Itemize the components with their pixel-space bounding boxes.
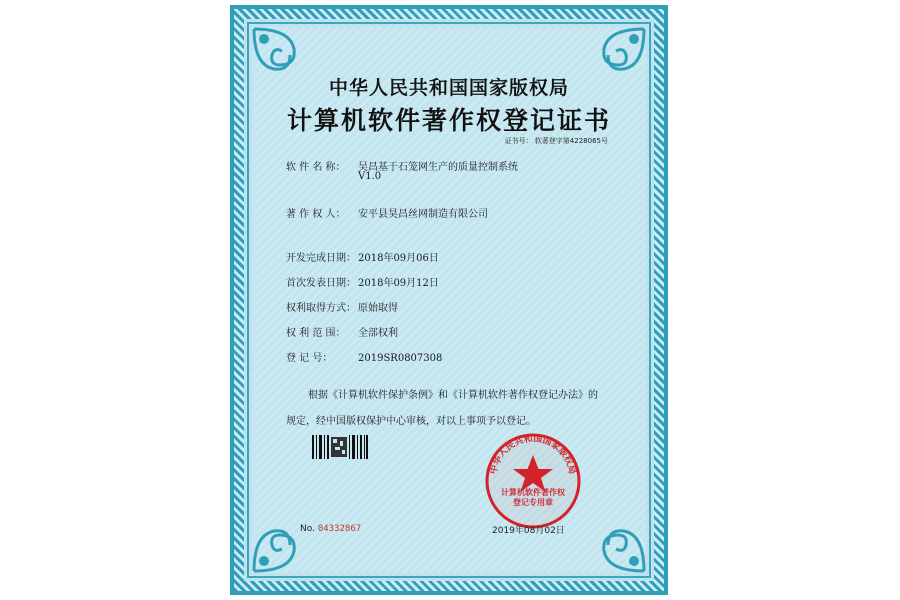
owner-value: 安平县昊昌丝网制造有限公司	[358, 209, 488, 220]
scope-label: 权 利 范 围：	[286, 328, 346, 339]
registration-label: 登 记 号：	[286, 353, 333, 364]
dev-date-label: 开发完成日期：	[286, 253, 356, 264]
certificate	[230, 5, 668, 595]
software-name-value: 吴昌基于石笼网生产的质量控制系统	[358, 162, 518, 173]
corner-ornament-icon	[578, 505, 648, 575]
pub-date-label: 首次发表日期：	[286, 278, 356, 289]
software-name-row	[286, 158, 518, 173]
cert-no-label: 证书号：	[504, 137, 533, 145]
software-version: V1.0	[358, 171, 382, 182]
serial-label: No.	[300, 524, 315, 534]
serial-value: 04332867	[317, 524, 362, 534]
dev-date-value: 2018年09月06日	[358, 253, 439, 264]
cert-no-value: 软著登字第4228065号	[534, 137, 608, 145]
software-name-label: 软 件 名 称：	[286, 162, 346, 173]
statement-line-1: 根据《计算机软件保护条例》和《计算机软件著作权登记办法》的	[308, 390, 598, 401]
dev-date-row	[286, 249, 439, 264]
seal-line-2: 登记专用章	[513, 498, 553, 507]
certificate-number	[505, 136, 608, 146]
statement-line-2: 规定，经中国版权保护中心审核，对以上事项予以登记。	[286, 416, 536, 427]
acquire-value: 原始取得	[358, 303, 398, 314]
seal-ring-text: 中华人民共和国国家版权局	[489, 434, 577, 476]
pub-date-value: 2018年09月12日	[358, 278, 439, 289]
owner-label: 著 作 权 人：	[286, 209, 346, 220]
corner-ornament-icon	[250, 505, 320, 575]
registration-row	[286, 349, 442, 364]
pub-date-row	[286, 274, 439, 289]
certificate-title: 计算机软件著作权登记证书	[286, 106, 611, 135]
official-seal	[483, 431, 583, 531]
serial-number	[300, 524, 361, 534]
acquire-row	[286, 299, 398, 314]
barcode-icon	[312, 435, 368, 459]
scope-value: 全部权利	[358, 328, 398, 339]
seal-ring	[483, 431, 583, 531]
issue-date: 2019年08月02日	[492, 526, 565, 536]
scope-row	[286, 324, 398, 339]
issuer-heading: 中华人民共和国国家版权局	[328, 77, 569, 99]
owner-row	[286, 205, 488, 220]
registration-value: 2019SR0807308	[358, 353, 443, 364]
acquire-label: 权利取得方式：	[286, 303, 356, 314]
seal-line-1: 计算机软件著作权	[501, 488, 565, 497]
statement-paragraph	[286, 383, 626, 435]
